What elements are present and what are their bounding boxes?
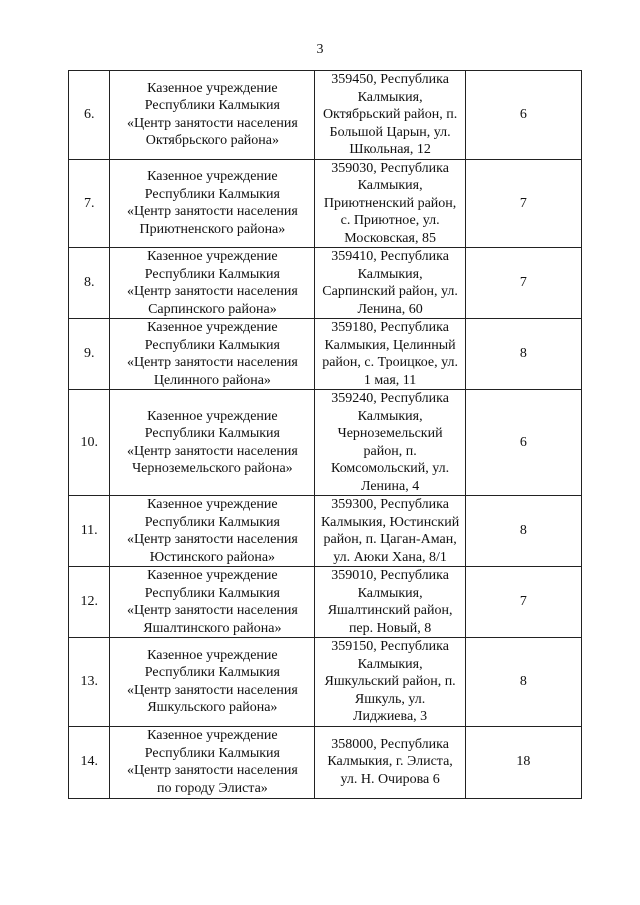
table-row	[69, 496, 582, 567]
address-cell	[315, 638, 465, 727]
institution-name: Казенное учреждение Республики Калмыкия «Центр занятости населения Приютненского района»	[126, 169, 298, 237]
staff-count: 7	[519, 594, 527, 610]
institution-name-cell	[110, 319, 315, 390]
table-row	[69, 159, 582, 248]
institution-name-cell	[110, 496, 315, 567]
institution-address: 359180, Республика Калмыкия, Целинный район, с. Троицкое, ул. 1 мая, 11	[322, 320, 458, 388]
count-cell	[465, 567, 581, 638]
address-cell	[315, 248, 465, 319]
staff-count: 7	[519, 275, 527, 291]
institution-name: Казенное учреждение Республики Калмыкия «Центр занятости населения Юстинского района»	[126, 497, 298, 565]
count-cell	[465, 496, 581, 567]
institution-name-cell	[110, 71, 315, 160]
table-row	[69, 726, 582, 798]
staff-count: 8	[519, 674, 527, 689]
count-cell	[465, 726, 581, 798]
table-row	[69, 390, 582, 496]
count-cell	[465, 159, 581, 248]
institution-name: Казенное учреждение Республики Калмыкия «Центр занятости населения Октябрьского района»	[126, 80, 298, 149]
institution-name: Казенное учреждение Республики Калмыкия «Центр занятости населения Сарпинского района»	[126, 249, 298, 317]
institution-name: Казенное учреждение Республики Калмыкия «Центр занятости населения Черноземельского района»	[126, 408, 298, 476]
staff-count: 8	[519, 346, 527, 362]
staff-count: 6	[519, 107, 527, 122]
row-number: 7.	[83, 195, 95, 211]
institution-name: Казенное учреждение Республики Калмыкия «Центр занятости населения Яшкульского района»	[126, 647, 298, 716]
row-number: 13.	[80, 674, 98, 689]
institution-address: 359030, Республика Калмыкия, Приютненский район, с. Приютное, ул. Московская, 85	[323, 160, 457, 246]
row-number: 6.	[83, 107, 95, 122]
row-number: 9.	[83, 346, 95, 362]
row-number-cell	[69, 638, 110, 727]
row-number-cell	[69, 71, 110, 160]
institution-name-cell	[110, 567, 315, 638]
institution-name-cell	[110, 638, 315, 727]
row-number-cell	[69, 159, 110, 248]
count-cell	[465, 390, 581, 496]
institutions-table	[68, 70, 582, 799]
row-number: 11.	[80, 523, 98, 539]
institution-address: 359240, Республика Калмыкия, Черноземельский район, п. Комсомольский, ул. Ленина, 4	[331, 391, 450, 494]
row-number-cell	[69, 319, 110, 390]
row-number-cell	[69, 390, 110, 496]
row-number-cell	[69, 726, 110, 798]
address-cell	[315, 567, 465, 638]
institution-address: 359150, Республика Калмыкия, Яшкульский район, п. Яшкуль, ул. Лиджиева, 3	[324, 639, 456, 724]
address-cell	[315, 71, 465, 160]
institution-name: Казенное учреждение Республики Калмыкия «Центр занятости населения по городу Элиста»	[126, 728, 298, 796]
page-number: 3	[316, 42, 324, 57]
staff-count: 8	[519, 523, 527, 539]
staff-count: 7	[519, 195, 527, 211]
institution-name-cell	[110, 390, 315, 496]
staff-count: 6	[519, 434, 527, 450]
row-number-cell	[69, 248, 110, 319]
table-row	[69, 248, 582, 319]
row-number: 8.	[83, 275, 95, 291]
count-cell	[465, 319, 581, 390]
address-cell	[315, 159, 465, 248]
address-cell	[315, 496, 465, 567]
institution-address: 358000, Республика Калмыкия, г. Элиста, ул. Н. Очирова 6	[327, 736, 453, 787]
row-number-cell	[69, 567, 110, 638]
count-cell	[465, 638, 581, 727]
institution-name-cell	[110, 248, 315, 319]
institution-address: 359300, Республика Калмыкия, Юстинский район, п. Цаган-Аман, ул. Аюки Хана, 8/1	[321, 497, 460, 565]
address-cell	[315, 726, 465, 798]
row-number: 14.	[80, 754, 98, 770]
institution-name-cell	[110, 726, 315, 798]
institution-address: 359410, Республика Калмыкия, Сарпинский район, ул. Ленина, 60	[322, 249, 458, 317]
count-cell	[465, 71, 581, 160]
institution-name-cell	[110, 159, 315, 248]
table-row	[69, 567, 582, 638]
table-row	[69, 71, 582, 160]
staff-count: 18	[516, 754, 531, 770]
count-cell	[465, 248, 581, 319]
table-row	[69, 638, 582, 727]
institution-address: 359450, Республика Калмыкия, Октябрьский район, п. Большой Царын, ул. Школьная, 12	[322, 72, 458, 157]
address-cell	[315, 390, 465, 496]
row-number: 12.	[80, 594, 98, 610]
row-number-cell	[69, 496, 110, 567]
table-row	[69, 319, 582, 390]
institution-name: Казенное учреждение Республики Калмыкия «Центр занятости населения Яшалтинского района»	[126, 568, 298, 636]
institution-address: 359010, Республика Калмыкия, Яшалтинский район, пер. Новый, 8	[327, 568, 453, 636]
row-number: 10.	[80, 434, 98, 450]
institution-name: Казенное учреждение Республики Калмыкия «Центр занятости населения Целинного района»	[126, 320, 298, 388]
address-cell	[315, 319, 465, 390]
